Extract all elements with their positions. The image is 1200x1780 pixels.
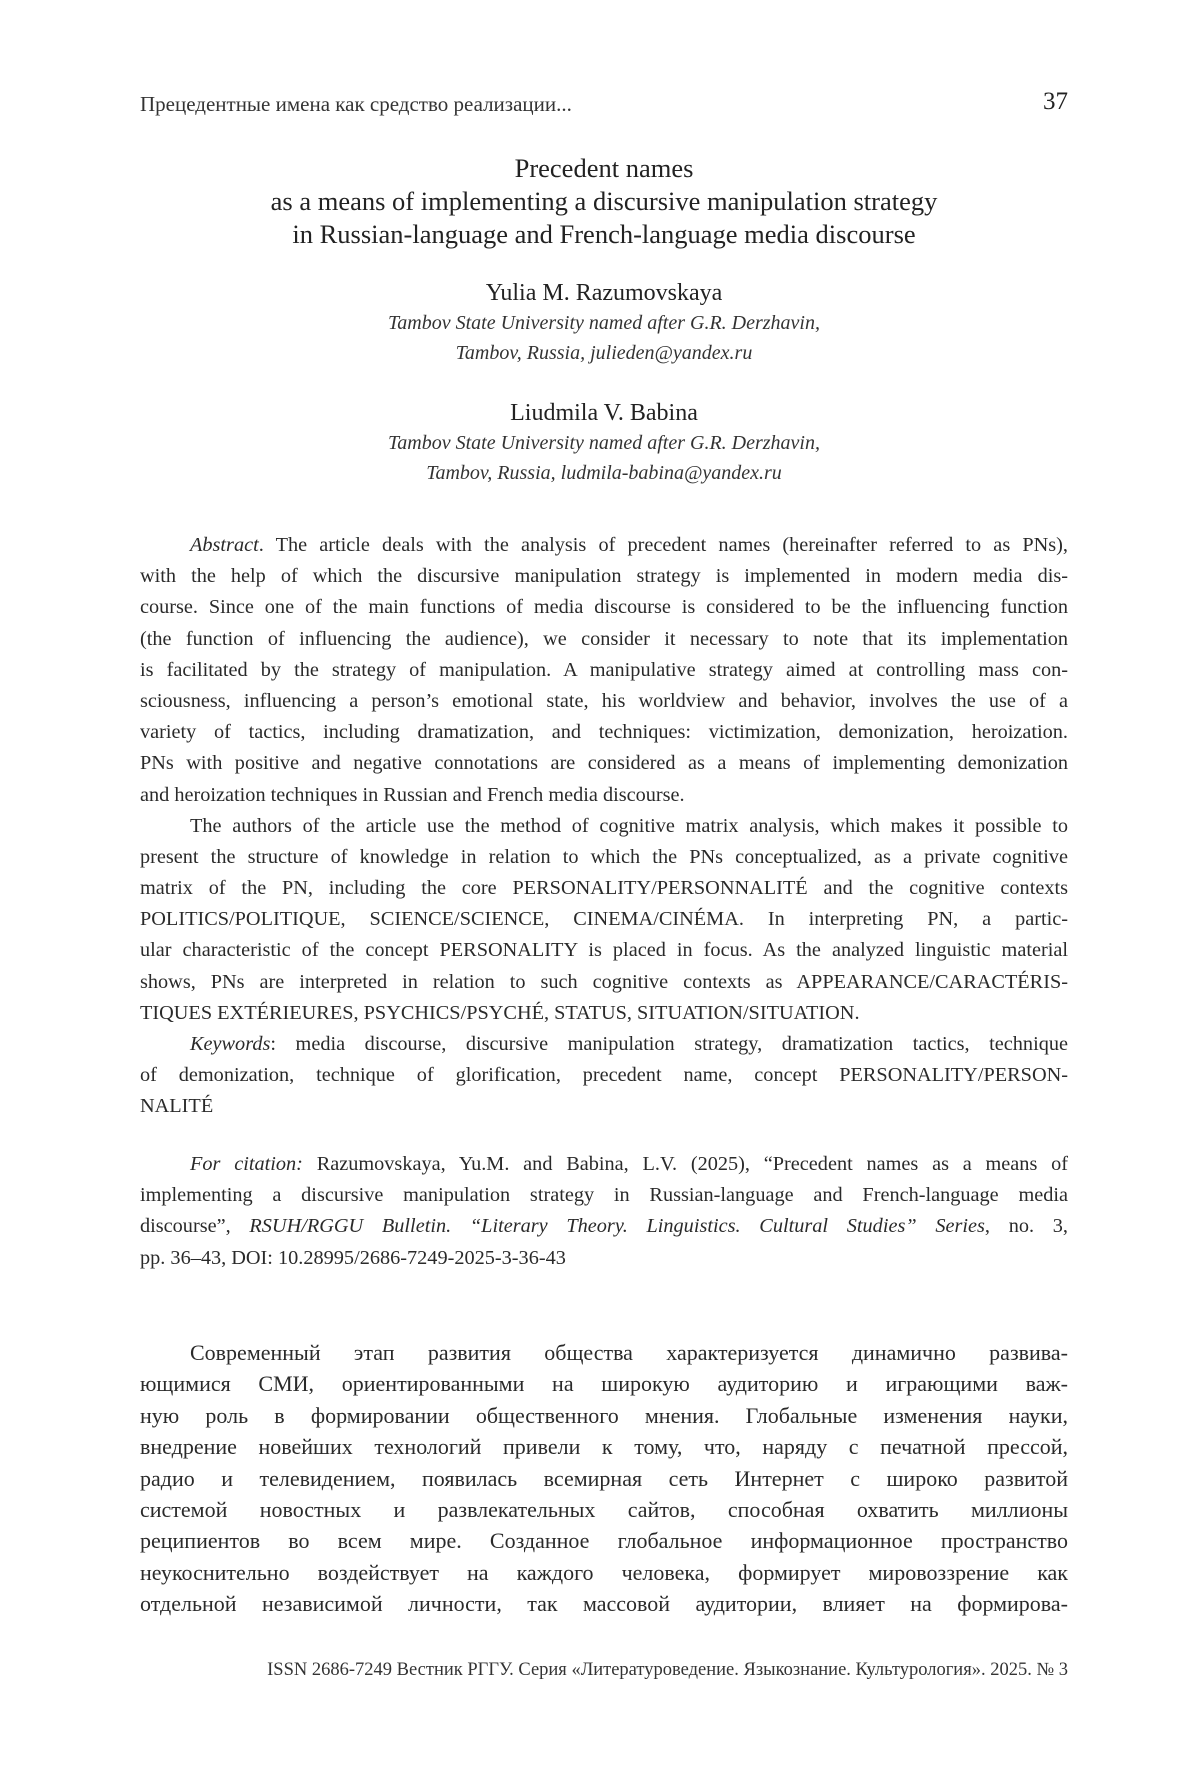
title-line: Precedent names	[514, 153, 694, 183]
author-block-2	[140, 398, 1068, 488]
article-title	[140, 152, 1068, 251]
body-line: внедрение новейших технологий привели к тому, что, наряду с печатной прессой,	[140, 1434, 1068, 1460]
running-head	[140, 90, 1068, 120]
keywords-line: NALITÉ	[140, 1095, 214, 1118]
running-head-title: Прецедентные имена как средство реализации...	[140, 92, 572, 116]
body-line: отдельной независимой личности, так массовой аудитории, влияет на формирова-	[140, 1591, 1068, 1617]
citation-line: For citation: Razumovskaya, Yu.M. and Babina, L.V. (2025), “Precedent names as a means of	[190, 1153, 1068, 1175]
keywords-line: of demonization, technique of glorification, precedent name, concept PERSONALITY/PERSON-	[140, 1064, 1068, 1087]
methods-line: TIQUES EXTÉRIEURES, PSYCHICS/PSYCHÉ, STATUS, SITUATION/SITUATION.	[140, 1001, 860, 1024]
abstract-label: Abstract	[190, 534, 259, 556]
journal-name: RSUH/RGGU Bulletin. “Literary Theory. Linguistics. Cultural Studies” Series	[249, 1215, 985, 1238]
page-footer: ISSN 2686-7249 Вестник РГГУ. Серия «Литературоведение. Языкознание. Культурология». 2025. № 3	[267, 1660, 1068, 1680]
author-affiliation: Tambov State University named after G.R. Derzhavin,	[388, 312, 820, 334]
methods-line: POLITICS/POLITIQUE, SCIENCE/SCIENCE, CINEMA/CINÉMA. In interpreting PN, a partic-	[140, 908, 1068, 931]
abstract-line: Abstract. The article deals with the analysis of precedent names (hereinafter referred to as PNs),	[190, 534, 1068, 556]
keywords-line: Keywords: media discourse, discursive manipulation strategy, dramatization tactics, technique	[190, 1033, 1068, 1055]
page-number: 37	[1043, 88, 1068, 115]
abstract-line: course. Since one of the main functions of media discourse is considered to be the influencing function	[140, 596, 1068, 619]
author-affiliation: Tambov State University named after G.R. Derzhavin,	[388, 432, 820, 454]
methods-line: The authors of the article use the method of cognitive matrix analysis, which makes it possible to	[190, 814, 1068, 837]
author-name: Liudmila V. Babina	[510, 400, 698, 426]
title-line: as a means of implementing a discursive manipulation strategy	[270, 186, 938, 216]
methods-line: shows, PNs are interpreted in relation to such cognitive contexts as APPEARANCE/CARACTÉRIS-	[140, 970, 1068, 993]
body-line: радио и телевидением, появилась всемирная сеть Интернет с широко развитой	[140, 1465, 1068, 1491]
citation-line: pp. 36–43, DOI: 10.28995/2686-7249-2025-3-36-43	[140, 1246, 566, 1269]
methods-line: ular characteristic of the concept PERSONALITY is placed in focus. As the analyzed linguistic material	[140, 939, 1068, 962]
citation-label: For citation:	[190, 1153, 303, 1175]
body-line: неукоснительно воздействует на каждого человека, формирует мировоззрение как	[140, 1559, 1068, 1585]
body-line: ную роль в формировании общественного мнения. Глобальные изменения науки,	[140, 1402, 1068, 1428]
body-line: системой новостных и развлекательных сайтов, способная охватить миллионы	[140, 1496, 1068, 1522]
author-name: Yulia M. Razumovskaya	[485, 280, 723, 306]
body-line: Современный этап развития общества характеризуется динамично развива-	[190, 1340, 1068, 1365]
body-line: ющимися СМИ, ориентированными на широкую аудиторию и играющими важ-	[140, 1371, 1068, 1397]
body-text	[140, 1337, 1068, 1620]
abstract-line: and heroization techniques in Russian and French media discourse.	[140, 783, 685, 806]
methods-line: matrix of the PN, including the core PERSONALITY/PERSONNALITÉ and the cognitive contexts	[140, 877, 1068, 900]
keywords-label: Keywords	[190, 1033, 271, 1055]
abstract-line: with the help of which the discursive manipulation strategy is implemented in modern media dis-	[140, 565, 1068, 588]
journal-page	[140, 0, 1068, 1780]
abstract-line: (the function of influencing the audience), we consider it necessary to note that its implementation	[140, 627, 1068, 650]
citation-line: discourse”, RSUH/RGGU Bulletin. “Literary Theory. Linguistics. Cultural Studies” Series, no. 3,	[140, 1215, 1068, 1238]
author-affiliation-contact: Tambov, Russia, ludmila-babina@yandex.ru	[426, 462, 782, 484]
abstract-line: variety of tactics, including dramatization, and techniques: victimization, demonization, heroization.	[140, 721, 1068, 744]
abstract-line: sciousness, influencing a person’s emotional state, his worldview and behavior, involves the use of a	[140, 689, 1068, 712]
methods-line: present the structure of knowledge in relation to which the PNs conceptualized, as a private cognitive	[140, 845, 1068, 868]
abstract	[140, 530, 1068, 1123]
citation-line: implementing a discursive manipulation strategy in Russian-language and French-language media	[140, 1184, 1068, 1207]
author-affiliation-contact: Tambov, Russia, julieden@yandex.ru	[455, 342, 753, 364]
abstract-line: is facilitated by the strategy of manipulation. A manipulative strategy aimed at controlling mass con-	[140, 658, 1068, 681]
abstract-line: PNs with positive and negative connotations are considered as a means of implementing demonization	[140, 752, 1068, 775]
body-line: реципиентов во всем мире. Созданное глобальное информационное пространство	[140, 1528, 1068, 1554]
author-block-1	[140, 278, 1068, 368]
citation	[140, 1149, 1068, 1274]
title-line: in Russian-language and French-language media discourse	[292, 219, 916, 249]
